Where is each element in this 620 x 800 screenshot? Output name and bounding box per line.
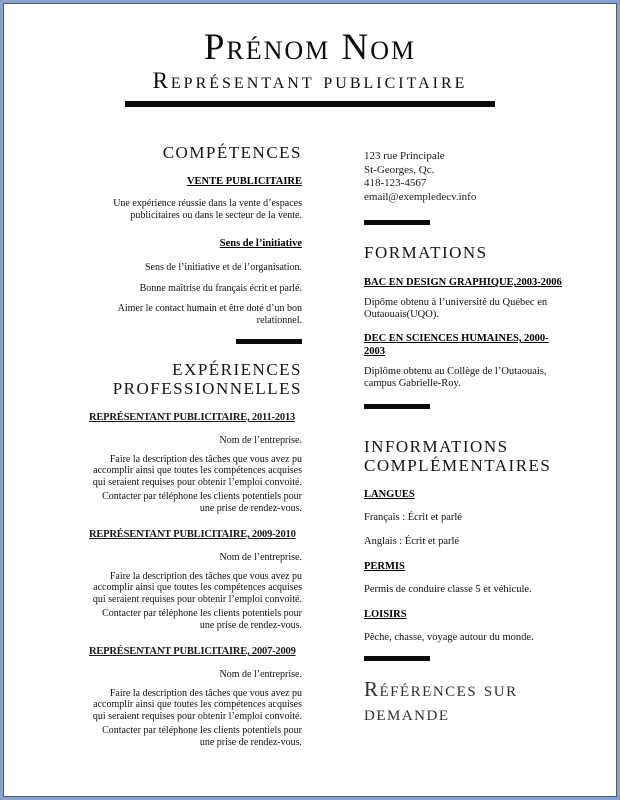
header (4, 4, 616, 107)
contact-address-line2: St-Georges, Qc. (364, 163, 435, 176)
label-loisirs: LOISIRS (364, 609, 407, 620)
education-title: DEC EN SCIENCES HUMAINES, 2000-2003 (364, 333, 549, 357)
education-description: Dipôme obtenu à l’université du Québec en Outaouais(UQO). (364, 297, 548, 320)
job-entry (89, 411, 302, 514)
job-company: Nom de l’entreprise. (219, 435, 302, 446)
cv-page (3, 3, 617, 797)
permis-text: Permis de conduire classe 5 et véhicule. (364, 584, 532, 595)
section-divider (364, 656, 430, 661)
job-title: REPRÉSENTANT PUBLICITAIRE, 2007-2009 (89, 646, 296, 657)
section-heading-formations: FORMATIONS (364, 243, 488, 262)
references-note: Références sur demande (364, 677, 518, 725)
section-divider (364, 220, 430, 225)
person-name: Prénom Nom (203, 27, 417, 68)
header-divider (125, 101, 495, 107)
section-heading-competences: COMPÉTENCES (162, 143, 302, 162)
section-divider (236, 339, 302, 344)
job-description-1: Faire la description des tâches que vous avez pu accomplir ainsi que toutes les compétences acquises qui seraient requises pour obtenir l’emploi convoité. (92, 453, 302, 488)
job-title: REPRÉSENTANT PUBLICITAIRE, 2011-2013 (89, 412, 296, 423)
paragraph-vente: Une expérience réussie dans la vente d’espaces publicitaires ou dans le secteur de la vente. (113, 198, 302, 221)
job-description-2: Contacter par téléphone les clients potentiels pour une prise de rendez-vous. (102, 608, 302, 631)
education-description: Diplôme obtenu au Collège de l’Outaouais, campus Gabrielle-Roy. (364, 366, 547, 389)
subheading-sens-initiative: Sens de l’initiative (219, 238, 302, 249)
job-company: Nom de l’entreprise. (219, 669, 302, 680)
education-title: BAC EN DESIGN GRAPHIQUE,2003-2006 (364, 277, 562, 288)
job-company: Nom de l’entreprise. (219, 552, 302, 563)
subheading-vente-publicitaire: VENTE PUBLICITAIRE (186, 176, 302, 187)
label-permis: PERMIS (364, 561, 405, 572)
education-entry (364, 332, 566, 389)
langue-francais: Français : Écrit et parlé (364, 512, 462, 523)
job-description-1: Faire la description des tâches que vous avez pu accomplir ainsi que toutes les compétences acquises qui seraient requises pour obtenir l’emploi convoité. (92, 570, 302, 605)
job-entry (89, 528, 302, 631)
job-description-2: Contacter par téléphone les clients potentiels pour une prise de rendez-vous. (102, 725, 302, 748)
contact-phone: 418-123-4567 (364, 177, 427, 189)
label-langues: LANGUES (364, 489, 415, 500)
contact-block (364, 150, 566, 204)
contact-address-line1: 123 rue Principale (364, 150, 445, 162)
paragraph-initiative-1: Sens de l’initiative et de l’organisation. (144, 262, 302, 273)
contact-email: email@exempledecv.info (364, 190, 477, 203)
loisirs-text: Pêche, chasse, voyage autour du monde. (364, 632, 534, 643)
right-column (364, 150, 566, 725)
job-description-1: Faire la description des tâches que vous avez pu accomplir ainsi que toutes les compétences acquises qui seraient requises pour obtenir l’emploi convoité. (92, 687, 302, 722)
paragraph-initiative-3: Aimer le contact humain et être doté d’un bon relationnel. (117, 303, 302, 326)
job-description-2: Contacter par téléphone les clients potentiels pour une prise de rendez-vous. (102, 491, 302, 514)
education-entry (364, 276, 566, 320)
section-heading-informations: INFORMATIONS COMPLÉMENTAIRES (364, 437, 552, 475)
job-title: REPRÉSENTANT PUBLICITAIRE, 2009-2010 (89, 529, 296, 540)
person-job-title: Représentant publicitaire (152, 68, 468, 93)
job-entry (89, 645, 302, 748)
langue-anglais: Anglais : Écrit et parlé (364, 536, 460, 547)
section-divider (364, 404, 430, 409)
left-column (89, 143, 302, 762)
section-heading-experiences: EXPÉRIENCES PROFESSIONNELLES (112, 360, 302, 398)
paragraph-initiative-2: Bonne maîtrise du français écrit et parlé. (139, 282, 302, 294)
